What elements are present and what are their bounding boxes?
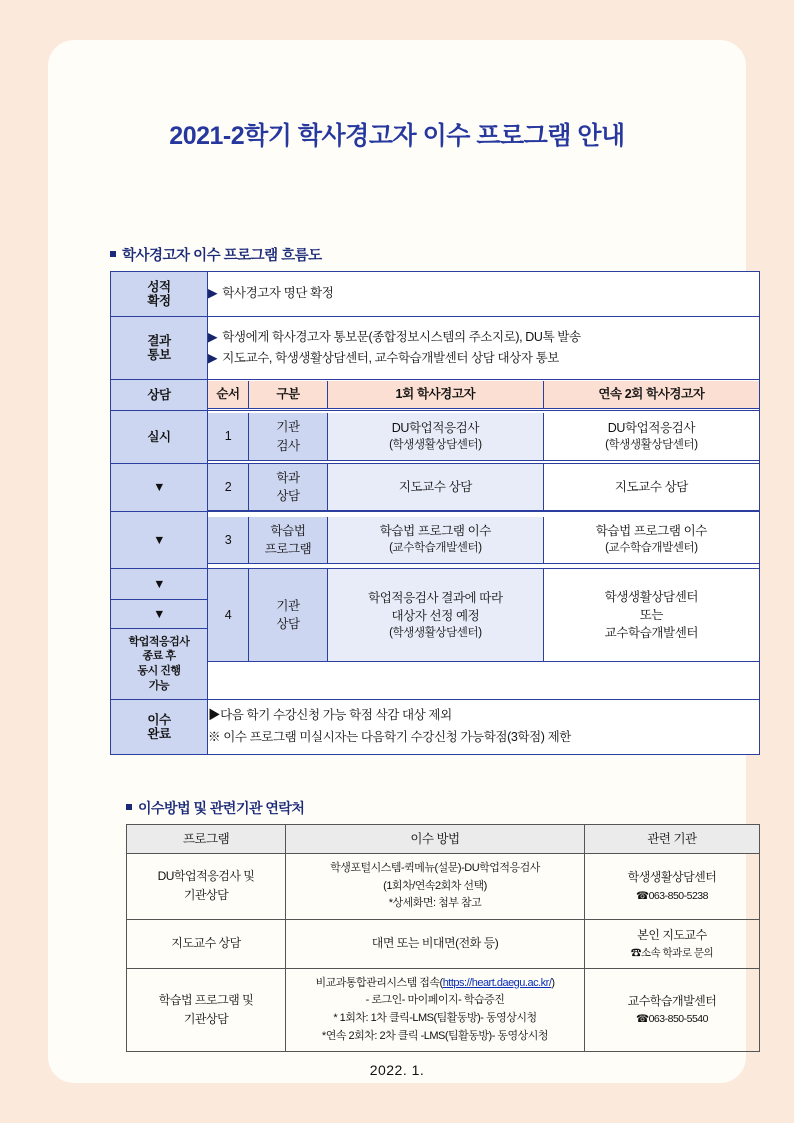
triangle-icon: ▶: [208, 329, 218, 344]
flow-row-consult-header: [111, 380, 760, 411]
flow-section: [110, 244, 760, 755]
arrow-down-icon-4: ▼: [111, 600, 208, 629]
contact-section-heading: 이수방법 및 관련기관 연락처: [126, 798, 760, 818]
consult-header-cell: [208, 380, 760, 411]
row1-org: 학생생활상담센터 ☎063-850-5238: [585, 854, 760, 920]
consult-table-row4: [208, 569, 759, 662]
stage-consult-label: 상담: [111, 380, 208, 411]
contact-col-program: 프로그램: [127, 825, 286, 854]
row3-program: 학습법 프로그램 및 기관상담: [127, 968, 286, 1051]
flow-row-notice: [111, 317, 760, 380]
consult-table-row3: [208, 517, 759, 564]
heart-system-link[interactable]: https://heart.daegu.ac.kr/: [442, 976, 552, 989]
phone-icon-label: ☎063-850-5238: [636, 889, 708, 902]
method-line-link: 비교과통합관리시스템 접속(https://heart.daegu.ac.kr/): [315, 976, 555, 989]
consult-col-second: 연속 2회 학사경고자: [543, 381, 759, 408]
row2-kind: 학과 상담: [249, 464, 328, 511]
row2-second: 지도교수 상담: [543, 464, 759, 511]
row4-first: 학업적응검사 결과에 따라 대상자 선정 예정 (학생생활상담센터): [328, 569, 544, 662]
stage-grade-label: 성적 확정: [111, 272, 208, 317]
row1-second: DU학업적응검사 (학생생활상담센터): [543, 413, 759, 460]
contact-col-org: 관련 기관: [585, 825, 760, 854]
document-page: [48, 40, 746, 1083]
grade-content: ▶ 학사경고자 명단 확정: [208, 272, 760, 317]
stage-notice-label: 결과 통보: [111, 317, 208, 380]
flow-table: [110, 271, 760, 755]
consult-row-2: [208, 464, 760, 512]
row3-kind: 학습법 프로그램: [249, 517, 328, 564]
contact-section: [126, 798, 760, 1052]
row3-second: 학습법 프로그램 이수 (교수학습개발센터): [543, 517, 759, 564]
flow-row-grade: [111, 272, 760, 317]
reference-mark-icon: ※: [208, 730, 221, 745]
bullet-square-icon: [126, 804, 132, 810]
row2-program: 지도교수 상담: [127, 919, 286, 968]
consult-row-1: [208, 411, 760, 464]
contact-table: [126, 824, 760, 1052]
consult-col-kind: 구분: [249, 381, 328, 408]
consult-table-row2: [208, 464, 759, 511]
contact-col-method: 이수 방법: [286, 825, 585, 854]
phone-icon-label: ☎소속 학과로 문의: [630, 946, 714, 959]
arrow-down-icon-1: ▼: [111, 464, 208, 512]
row1-program: DU학업적응검사 및 기관상담: [127, 854, 286, 920]
arrow-down-icon-2: ▼: [111, 512, 208, 569]
consult-table-row1: [208, 413, 759, 460]
row1-method: 학생포털시스템-퀵메뉴(설문)-DU학업적응검사 (1회차/연속2회차 선택) *상세화면: 첨부 참고: [286, 854, 585, 920]
notice-content: ▶ 학생에게 학사경고자 통보문(종합정보시스템의 주소지로), DU톡 발송 ▶ 지도교수, 학생생활상담센터, 교수학습개발센터 상담 대상자 통보: [208, 317, 760, 380]
row3-method: 비교과통합관리시스템 접속(https://heart.daegu.ac.kr/) - 로그인- 마이페이지- 학습증진 * 1회차: 1차 클릭-LMS(팀활동방)- 동영상시청 *연속 2회차: 2차 클릭 -LMS(팀활동방)- 동영상시청: [286, 968, 585, 1051]
row2-no: 2: [208, 464, 249, 511]
table-row: [127, 968, 760, 1051]
contact-header-row: [127, 825, 760, 854]
document-date: 2022. 1.: [369, 1062, 425, 1078]
stage-complete-label: 이수 완료: [111, 700, 208, 755]
stage-note-label: 학업적응검사 종료 후 동시 진행 가능: [111, 629, 208, 700]
triangle-icon: ▶: [208, 286, 218, 301]
row1-kind: 기관 검사: [249, 413, 328, 460]
triangle-icon: ▶: [208, 708, 221, 723]
flow-row-consult-3: [111, 512, 760, 569]
bullet-square-icon: [110, 251, 116, 257]
row4-kind: 기관 상담: [249, 569, 328, 662]
row2-first: 지도교수 상담: [328, 464, 544, 511]
flow-row-complete: [111, 700, 760, 755]
table-row: [127, 854, 760, 920]
flow-row-consult-2: [111, 464, 760, 512]
phone-icon-label: ☎063-850-5540: [636, 1013, 708, 1026]
table-row: [127, 919, 760, 968]
flow-row-consult-1: [111, 411, 760, 464]
consult-row-3: [208, 512, 760, 569]
row3-first: 학습법 프로그램 이수 (교수학습개발센터): [328, 517, 544, 564]
page-title: 2021-2학기 학사경고자 이수 프로그램 안내: [169, 122, 625, 150]
row2-method: 대면 또는 비대면(전화 등): [286, 919, 585, 968]
row2-org: 본인 지도교수 ☎소속 학과로 문의: [585, 919, 760, 968]
arrow-down-icon-3: ▼: [111, 569, 208, 600]
consult-header-table: [208, 381, 759, 408]
row1-first: DU학업적응검사 (학생생활상담센터): [328, 413, 544, 460]
row4-no: 4: [208, 569, 249, 662]
row3-no: 3: [208, 517, 249, 564]
complete-content: ▶다음 학기 수강신청 가능 학점 삭감 대상 제외 ※ 이수 프로그램 미실시자는 다음학기 수강신청 가능학점(3학점) 제한: [208, 700, 760, 755]
flow-section-heading: 학사경고자 이수 프로그램 흐름도: [110, 244, 760, 265]
stage-consult-label2: 실시: [111, 411, 208, 464]
consult-row-4: [208, 569, 760, 700]
consult-col-no: 순서: [208, 381, 249, 408]
triangle-icon: ▶: [208, 351, 218, 365]
row1-no: 1: [208, 413, 249, 460]
row4-second: 학생생활상담센터 또는 교수학습개발센터: [543, 569, 759, 662]
row3-org: 교수학습개발센터 ☎063-850-5540: [585, 968, 760, 1051]
flow-row-arrow-3: [111, 569, 760, 600]
consult-col-first: 1회 학사경고자: [328, 381, 544, 408]
